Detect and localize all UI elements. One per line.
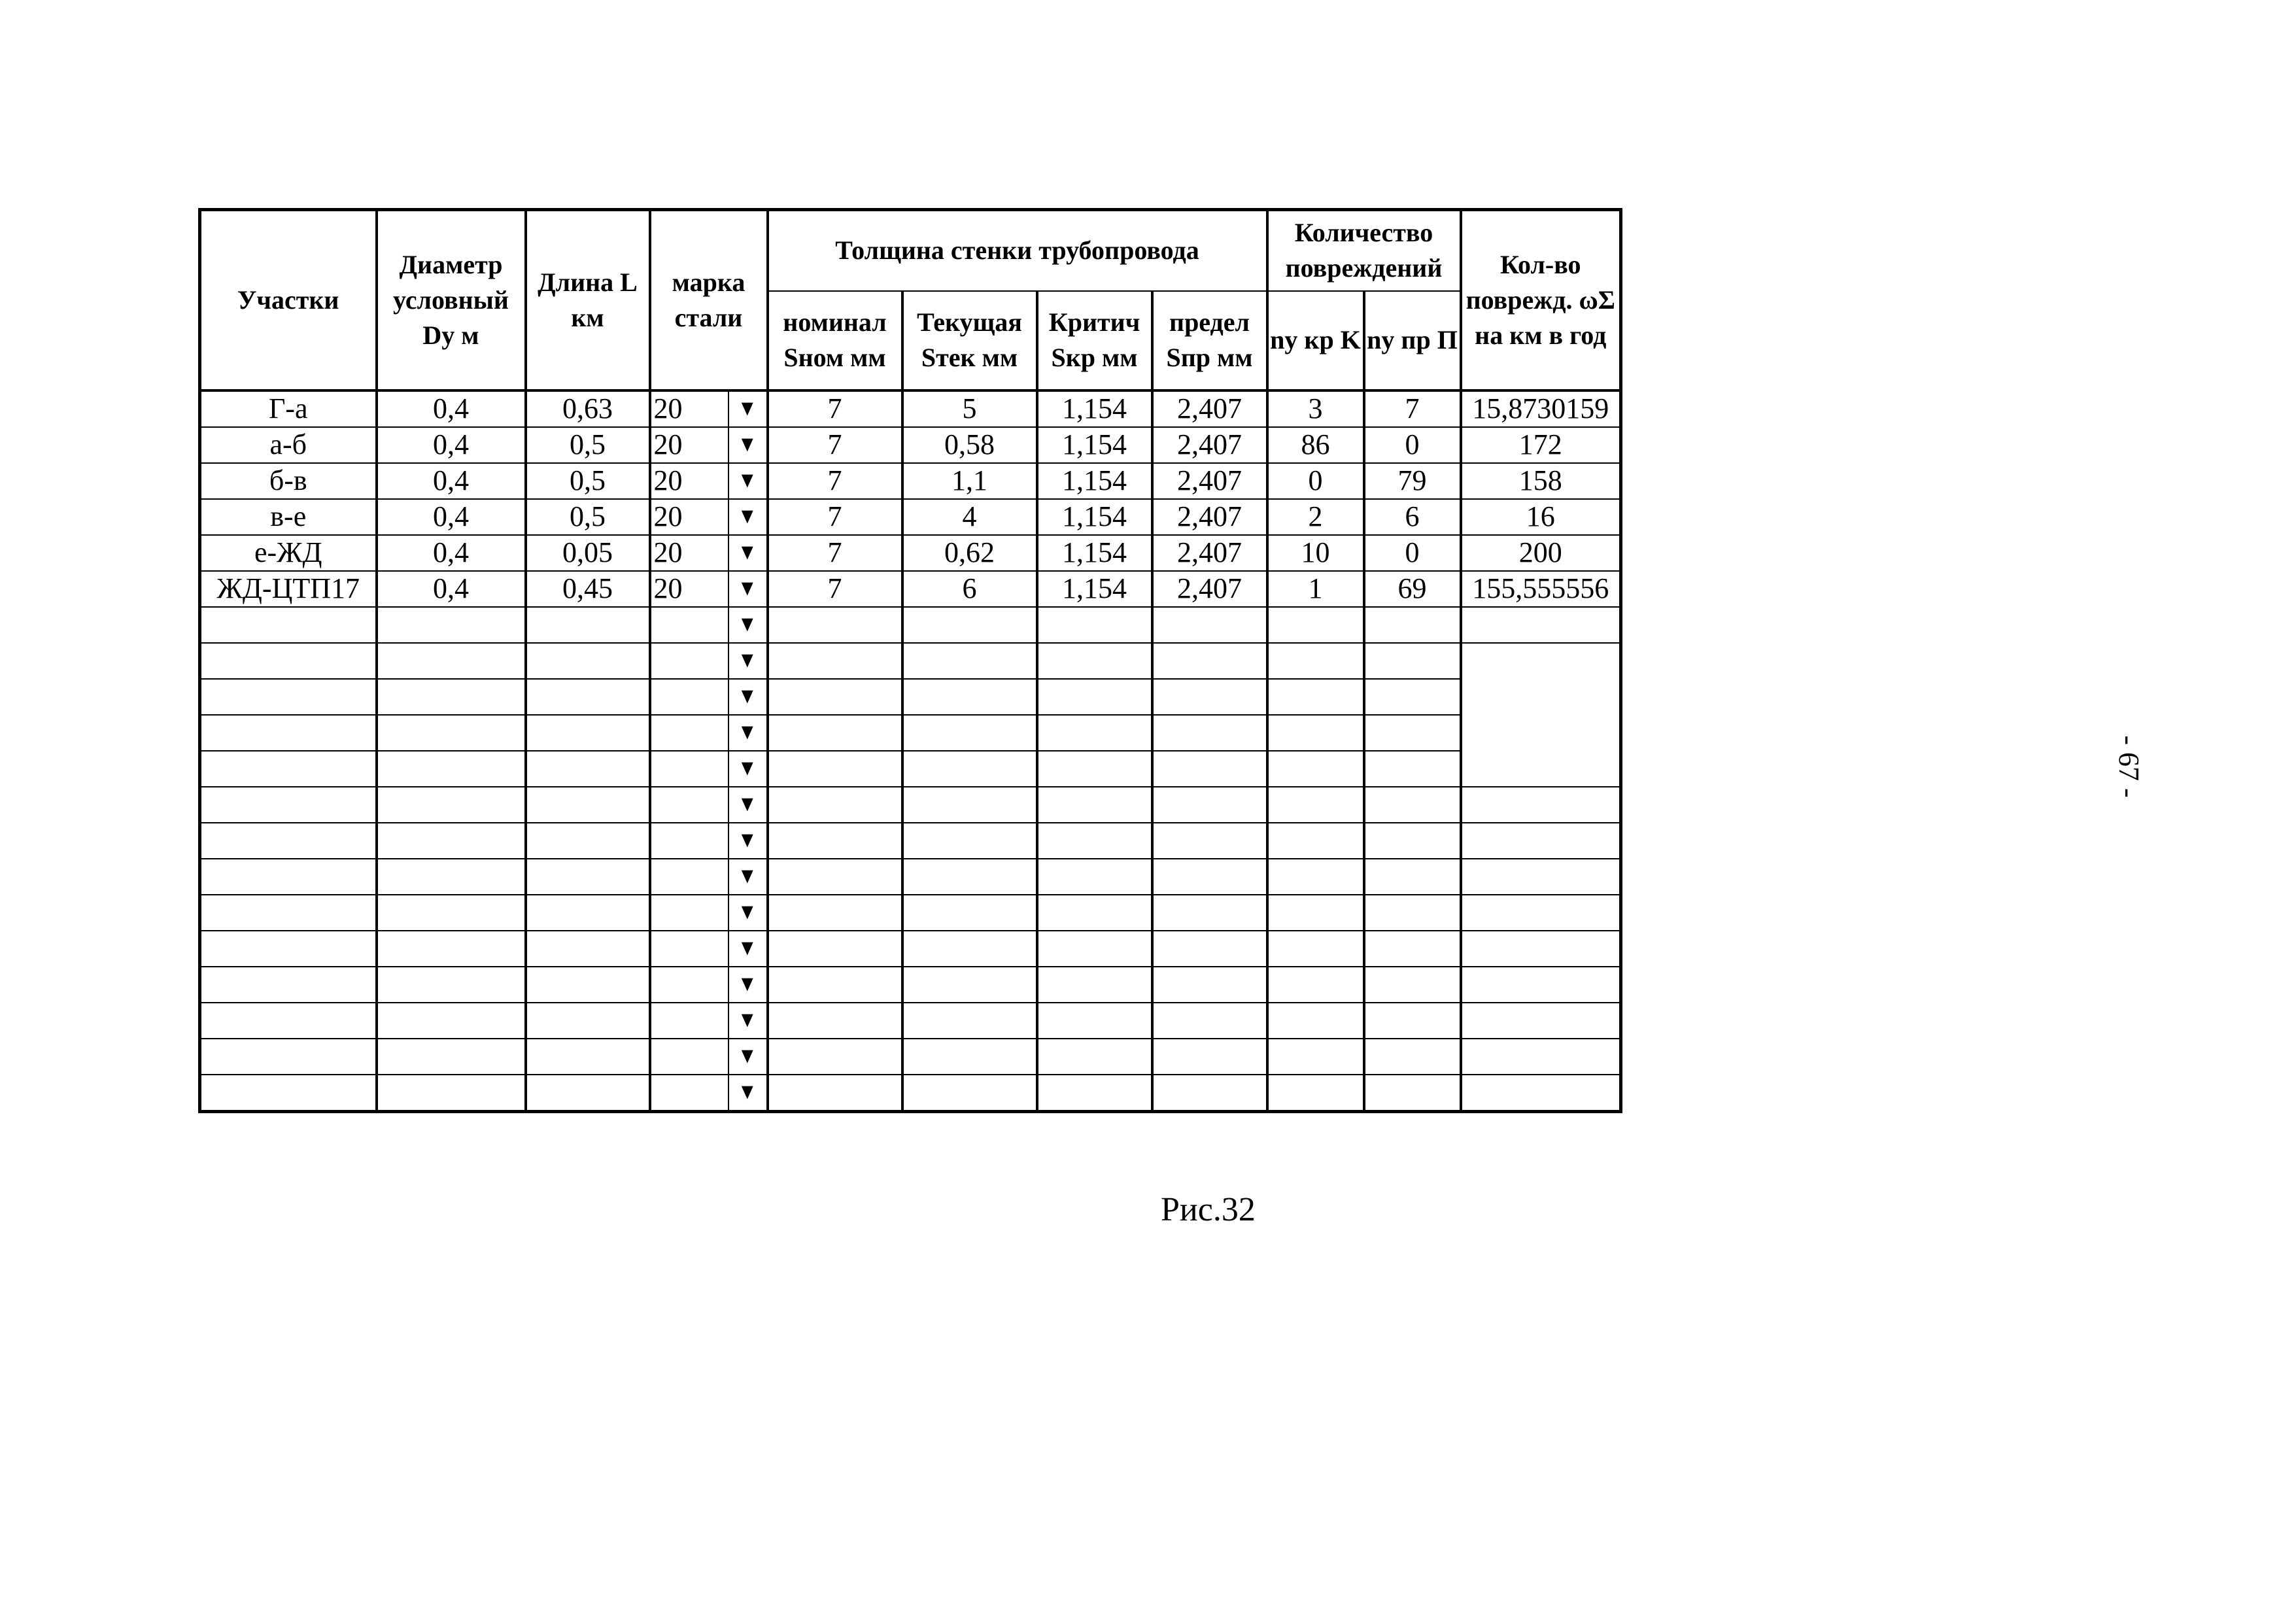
cell-steel-grade[interactable]	[650, 643, 728, 679]
cell-wall-limit[interactable]	[1152, 607, 1267, 643]
cell-damage-rate[interactable]	[1461, 1075, 1621, 1112]
dropdown-arrow-icon[interactable]: ▼	[737, 792, 758, 816]
cell-damage-limit[interactable]	[1364, 715, 1461, 751]
cell-damage-rate[interactable]	[1461, 679, 1621, 715]
cell-wall-limit[interactable]	[1152, 859, 1267, 895]
steel-grade-dropdown[interactable]	[728, 1039, 768, 1075]
cell-damage-rate[interactable]	[1461, 967, 1621, 1003]
cell-diameter[interactable]	[377, 1039, 526, 1075]
cell-wall-limit[interactable]	[1152, 715, 1267, 751]
cell-damage-limit[interactable]: 7	[1364, 390, 1461, 427]
dropdown-arrow-icon[interactable]: ▼	[737, 756, 758, 780]
cell-wall-nominal[interactable]	[768, 967, 902, 1003]
cell-steel-grade[interactable]: 20	[650, 463, 728, 499]
header-wall-limit: предел Sпр мм	[1152, 291, 1267, 390]
cell-length[interactable]	[526, 1039, 650, 1075]
cell-damage-critical[interactable]	[1267, 967, 1364, 1003]
cell-damage-critical[interactable]: 86	[1267, 427, 1364, 463]
cell-length[interactable]	[526, 1003, 650, 1039]
cell-section[interactable]	[200, 715, 377, 751]
cell-wall-nominal[interactable]	[768, 1039, 902, 1075]
steel-grade-dropdown[interactable]	[728, 895, 768, 931]
header-steel-grade: марка стали	[650, 210, 768, 390]
table-row	[200, 643, 1621, 679]
cell-damage-limit[interactable]	[1364, 1039, 1461, 1075]
cell-wall-nominal[interactable]: 7	[768, 499, 902, 535]
cell-diameter[interactable]	[377, 787, 526, 823]
dropdown-arrow-icon[interactable]: ▼	[737, 540, 758, 564]
steel-grade-dropdown[interactable]	[728, 751, 768, 787]
cell-length[interactable]	[526, 967, 650, 1003]
cell-wall-critical[interactable]	[1037, 931, 1152, 967]
cell-diameter[interactable]: 0,4	[377, 390, 526, 427]
cell-length[interactable]: 0,05	[526, 535, 650, 571]
cell-damage-rate[interactable]	[1461, 1039, 1621, 1075]
cell-wall-critical[interactable]: 1,154	[1037, 390, 1152, 427]
cell-wall-critical[interactable]	[1037, 679, 1152, 715]
cell-section[interactable]: Г-а	[200, 390, 377, 427]
cell-wall-nominal[interactable]	[768, 859, 902, 895]
cell-diameter[interactable]	[377, 643, 526, 679]
cell-wall-current[interactable]	[902, 607, 1037, 643]
cell-wall-limit[interactable]: 2,407	[1152, 499, 1267, 535]
steel-grade-dropdown[interactable]	[728, 427, 768, 463]
cell-wall-current[interactable]	[902, 859, 1037, 895]
dropdown-arrow-icon[interactable]: ▼	[737, 1008, 758, 1032]
cell-wall-limit[interactable]	[1152, 895, 1267, 931]
header-wall-current: Текущая Sтек мм	[902, 291, 1037, 390]
cell-damage-rate[interactable]	[1461, 895, 1621, 931]
cell-wall-nominal[interactable]	[768, 643, 902, 679]
cell-damage-critical[interactable]	[1267, 895, 1364, 931]
steel-grade-dropdown[interactable]	[728, 787, 768, 823]
cell-damage-critical[interactable]	[1267, 859, 1364, 895]
cell-steel-grade[interactable]	[650, 715, 728, 751]
table-row	[200, 390, 1621, 427]
cell-diameter[interactable]	[377, 751, 526, 787]
cell-steel-grade[interactable]	[650, 751, 728, 787]
cell-section[interactable]: ЖД-ЦТП17	[200, 571, 377, 607]
cell-damage-limit[interactable]	[1364, 823, 1461, 859]
cell-wall-critical[interactable]	[1037, 751, 1152, 787]
cell-diameter[interactable]: 0,4	[377, 535, 526, 571]
cell-wall-critical[interactable]: 1,154	[1037, 427, 1152, 463]
cell-wall-limit[interactable]	[1152, 931, 1267, 967]
cell-damage-limit[interactable]	[1364, 787, 1461, 823]
cell-wall-current[interactable]: 1,1	[902, 463, 1037, 499]
header-damage-count: Количество повреждений	[1267, 210, 1461, 291]
cell-length[interactable]	[526, 1075, 650, 1112]
cell-wall-nominal[interactable]	[768, 1075, 902, 1112]
dropdown-arrow-icon[interactable]: ▼	[737, 1080, 758, 1104]
cell-length[interactable]: 0,5	[526, 499, 650, 535]
cell-wall-current[interactable]: 0,62	[902, 535, 1037, 571]
cell-damage-limit[interactable]	[1364, 967, 1461, 1003]
cell-damage-limit[interactable]	[1364, 1003, 1461, 1039]
cell-diameter[interactable]: 0,4	[377, 427, 526, 463]
cell-damage-limit[interactable]	[1364, 679, 1461, 715]
steel-grade-dropdown[interactable]	[728, 823, 768, 859]
dropdown-arrow-icon[interactable]: ▼	[737, 720, 758, 744]
cell-wall-nominal[interactable]	[768, 895, 902, 931]
cell-damage-critical[interactable]	[1267, 1075, 1364, 1112]
cell-length[interactable]	[526, 751, 650, 787]
cell-wall-current[interactable]	[902, 1039, 1037, 1075]
cell-section[interactable]	[200, 823, 377, 859]
figure-caption: Рис.32	[1161, 1191, 1256, 1228]
table-row	[200, 823, 1621, 859]
cell-wall-nominal[interactable]	[768, 787, 902, 823]
cell-diameter[interactable]	[377, 859, 526, 895]
cell-wall-limit[interactable]	[1152, 823, 1267, 859]
cell-damage-rate[interactable]: 158	[1461, 463, 1621, 499]
cell-damage-critical[interactable]: 0	[1267, 463, 1364, 499]
steel-grade-dropdown[interactable]	[728, 715, 768, 751]
steel-grade-dropdown[interactable]	[728, 679, 768, 715]
header-wall-thickness: Толщина стенки трубопровода	[768, 210, 1267, 291]
header-diameter: Диаметр условный Dy м	[377, 210, 526, 390]
steel-grade-dropdown[interactable]	[728, 931, 768, 967]
cell-steel-grade[interactable]	[650, 823, 728, 859]
cell-wall-nominal[interactable]: 7	[768, 535, 902, 571]
cell-damage-rate[interactable]	[1461, 859, 1621, 895]
dropdown-arrow-icon[interactable]: ▼	[737, 864, 758, 888]
cell-damage-rate[interactable]: 172	[1461, 427, 1621, 463]
dropdown-arrow-icon[interactable]: ▼	[737, 468, 758, 492]
cell-wall-limit[interactable]: 2,407	[1152, 571, 1267, 607]
cell-wall-limit[interactable]	[1152, 1003, 1267, 1039]
table-row	[200, 463, 1621, 499]
table-row	[200, 1039, 1621, 1075]
cell-steel-grade[interactable]: 20	[650, 535, 728, 571]
cell-steel-grade[interactable]	[650, 967, 728, 1003]
cell-section[interactable]: а-б	[200, 427, 377, 463]
cell-steel-grade[interactable]	[650, 1039, 728, 1075]
cell-length[interactable]	[526, 895, 650, 931]
cell-diameter[interactable]: 0,4	[377, 571, 526, 607]
cell-wall-limit[interactable]: 2,407	[1152, 427, 1267, 463]
cell-diameter[interactable]	[377, 895, 526, 931]
cell-section[interactable]	[200, 679, 377, 715]
cell-wall-current[interactable]	[902, 1003, 1037, 1039]
steel-grade-dropdown[interactable]	[728, 463, 768, 499]
steel-grade-dropdown[interactable]	[728, 499, 768, 535]
cell-wall-current[interactable]: 5	[902, 390, 1037, 427]
table-row	[200, 535, 1621, 571]
cell-wall-current[interactable]	[902, 787, 1037, 823]
cell-section[interactable]	[200, 751, 377, 787]
cell-damage-rate[interactable]: 155,555556	[1461, 571, 1621, 607]
cell-wall-current[interactable]	[902, 643, 1037, 679]
steel-grade-dropdown[interactable]	[728, 535, 768, 571]
cell-damage-rate[interactable]	[1461, 931, 1621, 967]
table-row	[200, 679, 1621, 715]
steel-grade-dropdown[interactable]	[728, 390, 768, 427]
cell-damage-critical[interactable]: 3	[1267, 390, 1364, 427]
cell-wall-nominal[interactable]	[768, 1003, 902, 1039]
cell-steel-grade[interactable]	[650, 895, 728, 931]
dropdown-arrow-icon[interactable]: ▼	[737, 936, 758, 960]
cell-wall-nominal[interactable]	[768, 715, 902, 751]
cell-steel-grade[interactable]	[650, 931, 728, 967]
cell-steel-grade[interactable]	[650, 679, 728, 715]
cell-wall-current[interactable]	[902, 823, 1037, 859]
cell-diameter[interactable]: 0,4	[377, 499, 526, 535]
cell-steel-grade[interactable]	[650, 787, 728, 823]
cell-section[interactable]	[200, 787, 377, 823]
cell-wall-critical[interactable]	[1037, 967, 1152, 1003]
cell-wall-limit[interactable]: 2,407	[1152, 535, 1267, 571]
cell-wall-current[interactable]	[902, 679, 1037, 715]
cell-wall-critical[interactable]: 1,154	[1037, 535, 1152, 571]
cell-damage-rate[interactable]	[1461, 715, 1621, 751]
cell-section[interactable]	[200, 607, 377, 643]
cell-wall-limit[interactable]	[1152, 1075, 1267, 1112]
cell-wall-nominal[interactable]	[768, 751, 902, 787]
cell-damage-rate[interactable]	[1461, 607, 1621, 643]
cell-diameter[interactable]	[377, 607, 526, 643]
cell-damage-limit[interactable]	[1364, 607, 1461, 643]
header-wall-nominal: номинал Sном мм	[768, 291, 902, 390]
cell-section[interactable]	[200, 1039, 377, 1075]
cell-damage-critical[interactable]	[1267, 751, 1364, 787]
cell-wall-critical[interactable]	[1037, 895, 1152, 931]
cell-diameter[interactable]	[377, 967, 526, 1003]
cell-steel-grade[interactable]: 20	[650, 499, 728, 535]
cell-wall-limit[interactable]: 2,407	[1152, 390, 1267, 427]
header-damage-critical: nу кр K	[1267, 291, 1364, 390]
cell-damage-rate[interactable]	[1461, 1003, 1621, 1039]
cell-wall-critical[interactable]	[1037, 823, 1152, 859]
cell-length[interactable]: 0,5	[526, 463, 650, 499]
steel-grade-dropdown[interactable]	[728, 571, 768, 607]
dropdown-arrow-icon[interactable]: ▼	[737, 648, 758, 672]
dropdown-arrow-icon[interactable]: ▼	[737, 504, 758, 528]
cell-length[interactable]	[526, 607, 650, 643]
cell-damage-limit[interactable]	[1364, 895, 1461, 931]
cell-wall-critical[interactable]: 1,154	[1037, 463, 1152, 499]
cell-section[interactable]: б-в	[200, 463, 377, 499]
cell-steel-grade[interactable]: 20	[650, 571, 728, 607]
cell-wall-nominal[interactable]	[768, 607, 902, 643]
cell-section[interactable]	[200, 1075, 377, 1112]
cell-damage-limit[interactable]	[1364, 751, 1461, 787]
cell-length[interactable]	[526, 715, 650, 751]
dropdown-arrow-icon[interactable]: ▼	[737, 900, 758, 924]
cell-length[interactable]: 0,63	[526, 390, 650, 427]
table-row	[200, 859, 1621, 895]
cell-damage-rate[interactable]	[1461, 643, 1621, 679]
cell-section[interactable]	[200, 967, 377, 1003]
table-row	[200, 499, 1621, 535]
cell-length[interactable]	[526, 859, 650, 895]
header-damage-rate: Кол-во поврежд. ωΣ на км в год	[1461, 210, 1621, 390]
cell-wall-nominal[interactable]: 7	[768, 463, 902, 499]
cell-steel-grade[interactable]	[650, 859, 728, 895]
cell-length[interactable]	[526, 931, 650, 967]
cell-section[interactable]: в-е	[200, 499, 377, 535]
cell-diameter[interactable]	[377, 1075, 526, 1112]
cell-length[interactable]	[526, 643, 650, 679]
cell-wall-critical[interactable]	[1037, 715, 1152, 751]
cell-wall-limit[interactable]	[1152, 787, 1267, 823]
cell-damage-critical[interactable]	[1267, 1003, 1364, 1039]
cell-wall-critical[interactable]	[1037, 859, 1152, 895]
header-sections: Участки	[200, 210, 377, 390]
cell-damage-rate[interactable]: 15,8730159	[1461, 390, 1621, 427]
steel-grade-dropdown[interactable]	[728, 643, 768, 679]
cell-wall-current[interactable]	[902, 895, 1037, 931]
cell-steel-grade[interactable]: 20	[650, 390, 728, 427]
cell-length[interactable]	[526, 787, 650, 823]
cell-length[interactable]: 0,45	[526, 571, 650, 607]
cell-damage-limit[interactable]: 69	[1364, 571, 1461, 607]
cell-wall-critical[interactable]	[1037, 607, 1152, 643]
cell-damage-critical[interactable]: 1	[1267, 571, 1364, 607]
cell-damage-critical[interactable]	[1267, 931, 1364, 967]
table-row	[200, 1003, 1621, 1039]
table-row	[200, 751, 1621, 787]
cell-wall-critical[interactable]	[1037, 1039, 1152, 1075]
cell-damage-critical[interactable]	[1267, 715, 1364, 751]
cell-wall-current[interactable]	[902, 715, 1037, 751]
cell-damage-limit[interactable]	[1364, 1075, 1461, 1112]
table-row	[200, 1075, 1621, 1112]
cell-wall-current[interactable]: 6	[902, 571, 1037, 607]
cell-diameter[interactable]	[377, 823, 526, 859]
cell-steel-grade[interactable]	[650, 1075, 728, 1112]
cell-wall-critical[interactable]: 1,154	[1037, 499, 1152, 535]
cell-wall-current[interactable]	[902, 967, 1037, 1003]
page-number: - 67 -	[2113, 735, 2145, 798]
cell-wall-nominal[interactable]	[768, 931, 902, 967]
cell-section[interactable]	[200, 1003, 377, 1039]
table-row	[200, 427, 1621, 463]
cell-diameter[interactable]	[377, 679, 526, 715]
dropdown-arrow-icon[interactable]: ▼	[737, 432, 758, 457]
cell-steel-grade[interactable]	[650, 1003, 728, 1039]
cell-damage-limit[interactable]	[1364, 859, 1461, 895]
header-length: Длина L км	[526, 210, 650, 390]
cell-damage-limit[interactable]: 6	[1364, 499, 1461, 535]
cell-damage-critical[interactable]: 2	[1267, 499, 1364, 535]
steel-grade-dropdown[interactable]	[728, 967, 768, 1003]
cell-wall-critical[interactable]	[1037, 1075, 1152, 1112]
table-row	[200, 607, 1621, 643]
dropdown-arrow-icon[interactable]: ▼	[737, 612, 758, 636]
cell-steel-grade[interactable]	[650, 607, 728, 643]
cell-damage-limit[interactable]	[1364, 643, 1461, 679]
cell-wall-nominal[interactable]: 7	[768, 571, 902, 607]
dropdown-arrow-icon[interactable]: ▼	[737, 684, 758, 708]
dropdown-arrow-icon[interactable]: ▼	[737, 1044, 758, 1068]
cell-damage-limit[interactable]: 0	[1364, 427, 1461, 463]
cell-wall-nominal[interactable]: 7	[768, 427, 902, 463]
cell-damage-critical[interactable]	[1267, 787, 1364, 823]
pipeline-damage-table	[198, 208, 1622, 1113]
table-row	[200, 967, 1621, 1003]
cell-damage-critical[interactable]	[1267, 679, 1364, 715]
cell-section[interactable]: е-ЖД	[200, 535, 377, 571]
cell-length[interactable]: 0,5	[526, 427, 650, 463]
cell-diameter[interactable]	[377, 715, 526, 751]
cell-steel-grade[interactable]: 20	[650, 427, 728, 463]
cell-length[interactable]	[526, 679, 650, 715]
steel-grade-dropdown[interactable]	[728, 1075, 768, 1112]
cell-wall-current[interactable]	[902, 1075, 1037, 1112]
steel-grade-dropdown[interactable]	[728, 607, 768, 643]
cell-damage-rate[interactable]: 200	[1461, 535, 1621, 571]
cell-damage-critical[interactable]	[1267, 643, 1364, 679]
cell-wall-critical[interactable]	[1037, 643, 1152, 679]
cell-damage-critical[interactable]: 10	[1267, 535, 1364, 571]
steel-grade-dropdown[interactable]	[728, 1003, 768, 1039]
table-row	[200, 895, 1621, 931]
cell-length[interactable]	[526, 823, 650, 859]
cell-wall-limit[interactable]	[1152, 1039, 1267, 1075]
cell-diameter[interactable]	[377, 931, 526, 967]
table-row	[200, 715, 1621, 751]
cell-diameter[interactable]: 0,4	[377, 463, 526, 499]
dropdown-arrow-icon[interactable]: ▼	[737, 576, 758, 600]
cell-damage-rate[interactable]	[1461, 823, 1621, 859]
cell-wall-nominal[interactable]	[768, 679, 902, 715]
cell-section[interactable]	[200, 643, 377, 679]
cell-damage-rate[interactable]: 16	[1461, 499, 1621, 535]
cell-damage-critical[interactable]	[1267, 607, 1364, 643]
cell-damage-critical[interactable]	[1267, 823, 1364, 859]
cell-wall-nominal[interactable]	[768, 823, 902, 859]
cell-wall-limit[interactable]: 2,407	[1152, 463, 1267, 499]
cell-wall-critical[interactable]	[1037, 1003, 1152, 1039]
cell-wall-current[interactable]	[902, 751, 1037, 787]
steel-grade-dropdown[interactable]	[728, 859, 768, 895]
dropdown-arrow-icon[interactable]: ▼	[737, 828, 758, 852]
cell-wall-critical[interactable]: 1,154	[1037, 571, 1152, 607]
cell-wall-current[interactable]: 4	[902, 499, 1037, 535]
cell-damage-limit[interactable]	[1364, 931, 1461, 967]
cell-damage-rate[interactable]	[1461, 787, 1621, 823]
cell-wall-current[interactable]	[902, 931, 1037, 967]
cell-wall-limit[interactable]	[1152, 751, 1267, 787]
cell-wall-limit[interactable]	[1152, 967, 1267, 1003]
cell-damage-limit[interactable]: 79	[1364, 463, 1461, 499]
header-damage-limit: nу пр П	[1364, 291, 1461, 390]
cell-diameter[interactable]	[377, 1003, 526, 1039]
table-row	[200, 931, 1621, 967]
cell-wall-limit[interactable]	[1152, 679, 1267, 715]
table-row	[200, 571, 1621, 607]
cell-wall-current[interactable]: 0,58	[902, 427, 1037, 463]
cell-section[interactable]	[200, 859, 377, 895]
cell-damage-limit[interactable]: 0	[1364, 535, 1461, 571]
cell-wall-limit[interactable]	[1152, 643, 1267, 679]
cell-wall-critical[interactable]	[1037, 787, 1152, 823]
table-row	[200, 787, 1621, 823]
cell-section[interactable]	[200, 931, 377, 967]
cell-damage-critical[interactable]	[1267, 1039, 1364, 1075]
cell-wall-nominal[interactable]: 7	[768, 390, 902, 427]
header-wall-critical: Критич Sкр мм	[1037, 291, 1152, 390]
cell-section[interactable]	[200, 895, 377, 931]
dropdown-arrow-icon[interactable]: ▼	[737, 972, 758, 996]
cell-damage-rate[interactable]	[1461, 751, 1621, 787]
dropdown-arrow-icon[interactable]: ▼	[737, 396, 758, 421]
